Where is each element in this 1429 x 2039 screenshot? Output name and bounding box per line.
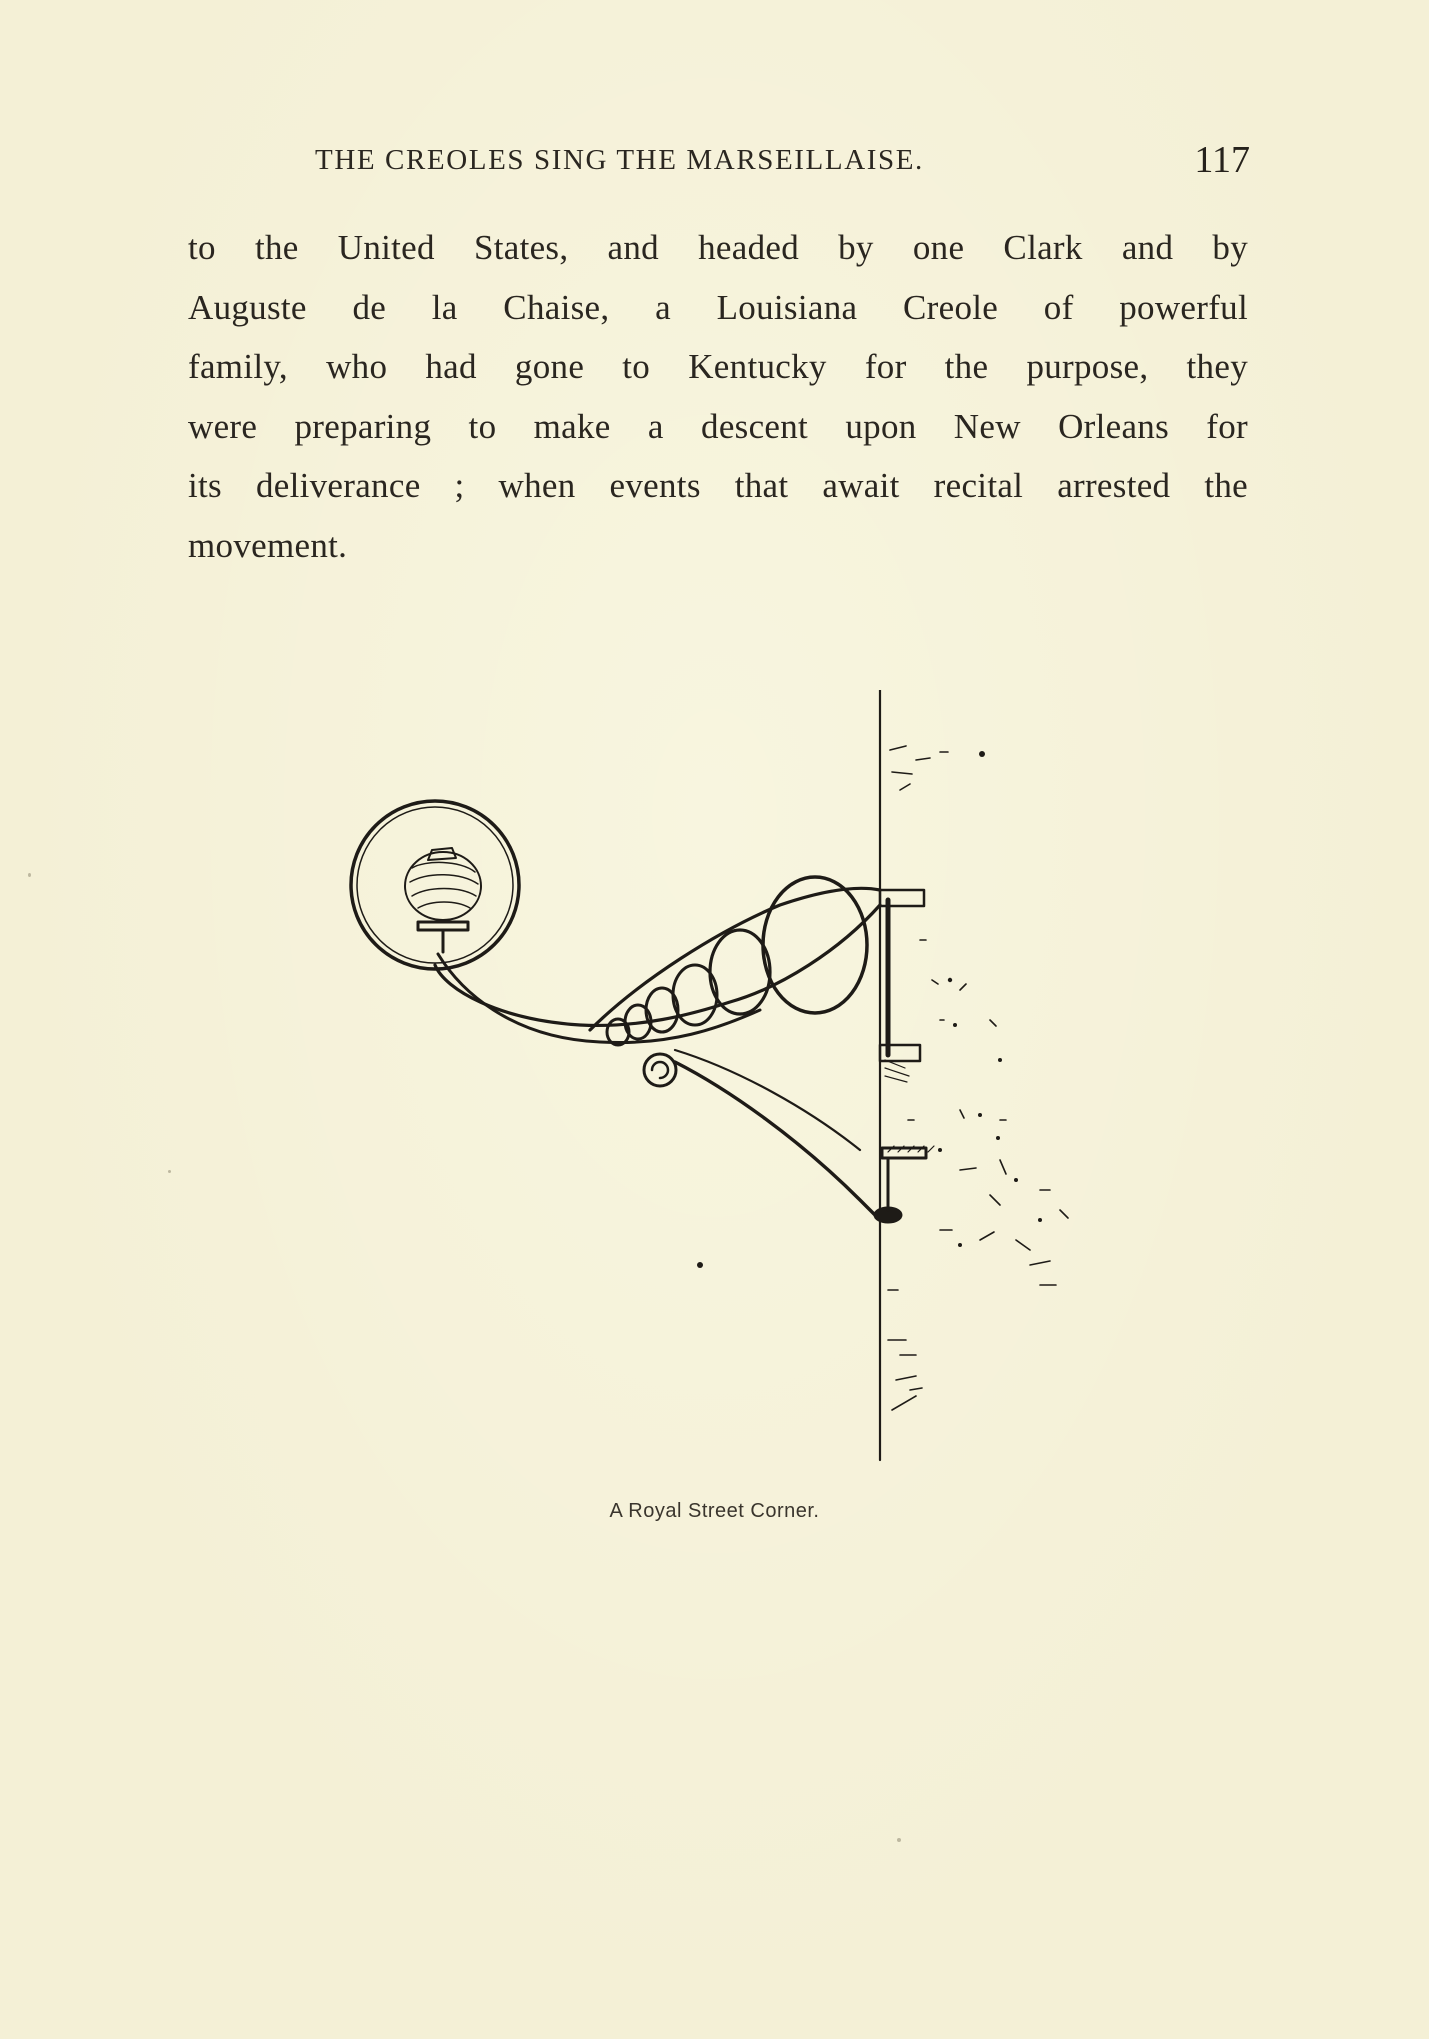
- text-line: family, who had gone to Kentucky for the purpose, they: [188, 347, 1248, 386]
- paper-speck: [168, 1170, 171, 1173]
- paper-speck: [28, 873, 31, 877]
- royal-street-lamp-illustration: [340, 690, 1100, 1470]
- figure-caption: A Royal Street Corner.: [609, 1500, 820, 1522]
- text-line: to the United States, and headed by one Clark and by: [188, 228, 1248, 267]
- lamp-ring: [351, 801, 519, 969]
- body-paragraph: [188, 218, 1248, 575]
- running-head: [190, 140, 1250, 180]
- page-number: 117: [1194, 139, 1250, 181]
- text-line: were preparing to make a descent upon New Orleans for: [188, 406, 1248, 446]
- text-line: Auguste de la Chaise, a Louisiana Creole of powerful: [188, 287, 1248, 327]
- text-line: its deliverance ; when events that await recital arrested the: [188, 466, 1248, 505]
- running-title: THE CREOLES SING THE MARSEILLAISE.: [315, 144, 924, 176]
- paper-speck: [897, 1838, 901, 1842]
- text-line: movement.: [188, 525, 348, 565]
- large-loop: [763, 877, 867, 1013]
